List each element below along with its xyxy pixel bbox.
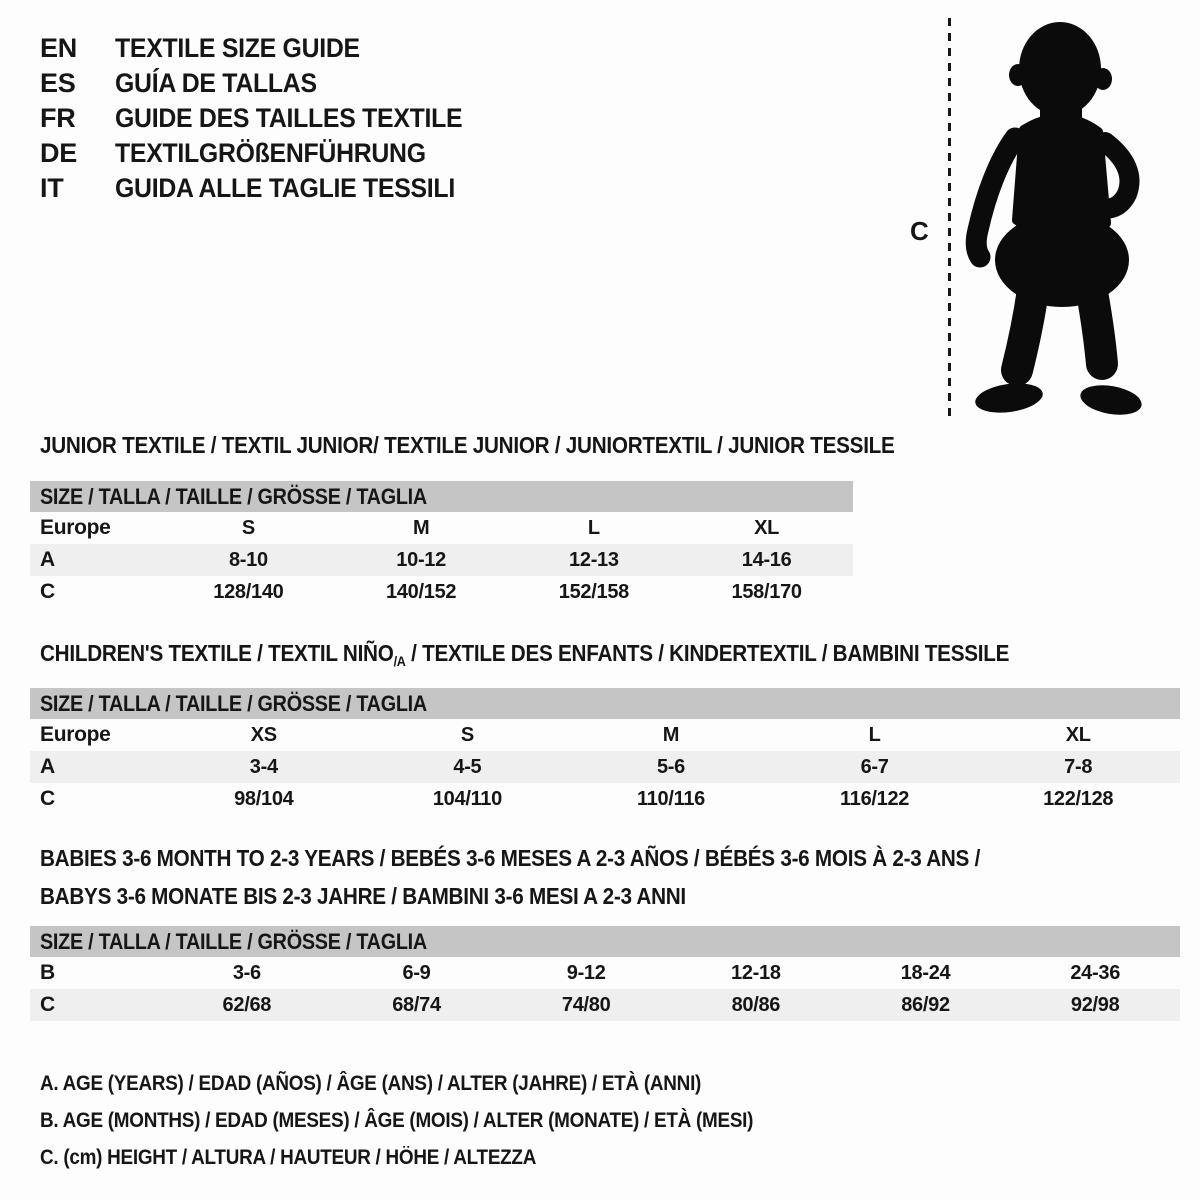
table-cell: 6-9	[402, 962, 431, 984]
table-row-europe	[30, 719, 1180, 751]
table-cell: 74/80	[561, 994, 611, 1016]
table-cell: XL	[1065, 724, 1091, 746]
section-title-babies-line2: BABYS 3-6 MONATE BIS 2-3 JAHRE / BAMBINI 3-6 MESI A 2-3 ANNI	[40, 883, 686, 909]
lang-code: DE	[40, 138, 77, 168]
guide-title-es: GUÍA DE TALLAS	[115, 68, 317, 98]
table-cell: C	[40, 787, 55, 810]
table-cell: 4-5	[453, 756, 482, 778]
table-cell: 128/140	[213, 581, 284, 603]
table-row-height	[30, 783, 1180, 815]
lang-row-es	[40, 66, 493, 101]
table-row-age	[30, 751, 1180, 783]
table-row-height	[30, 989, 1180, 1021]
height-measure-label: C	[910, 216, 929, 246]
table-cell: A	[40, 548, 55, 571]
table-cell: 152/158	[558, 581, 629, 603]
guide-title-fr: GUIDE DES TAILLES TEXTILE	[115, 103, 463, 133]
table-cell: L	[868, 724, 881, 746]
toddler-silhouette-icon	[961, 8, 1151, 418]
lang-row-de	[40, 136, 493, 171]
size-header-bar: SIZE / TALLA / TAILLE / GRÖSSE / TAGLIA	[30, 926, 1180, 957]
table-cell: S	[460, 724, 474, 746]
guide-title-de: TEXTILGRÖßENFÜHRUNG	[115, 138, 426, 168]
section-title-babies-line1: BABIES 3-6 MONTH TO 2-3 YEARS / BEBÉS 3-6 MESES A 2-3 AÑOS / BÉBÉS 3-6 MOIS À 2-3 ANS /	[40, 845, 981, 871]
table-row-age	[30, 544, 853, 576]
table-cell: M	[662, 724, 680, 746]
table-cell: 7-8	[1064, 756, 1093, 778]
lang-code: EN	[40, 33, 77, 63]
table-row-europe	[30, 512, 853, 544]
junior-size-table	[30, 481, 853, 608]
lang-code: FR	[40, 103, 76, 133]
size-header-bar: SIZE / TALLA / TAILLE / GRÖSSE / TAGLIA	[30, 481, 853, 512]
table-cell: 80/86	[731, 994, 781, 1016]
table-cell: B	[40, 961, 55, 984]
legend-height-cm: C. (cm) HEIGHT / ALTURA / HAUTEUR / HÖHE / ALTEZZA	[40, 1146, 537, 1169]
table-cell: 110/116	[636, 788, 705, 810]
table-cell: L	[587, 517, 600, 539]
table-cell: C	[40, 580, 55, 603]
table-cell: C	[40, 993, 55, 1016]
table-cell: 5-6	[656, 756, 685, 778]
babies-size-table	[30, 926, 1180, 1021]
table-cell: 14-16	[741, 549, 792, 571]
language-title-block	[40, 31, 493, 206]
table-cell: 140/152	[386, 581, 457, 603]
size-header-bar: SIZE / TALLA / TAILLE / GRÖSSE / TAGLIA	[30, 688, 1180, 719]
table-cell: 12-18	[731, 962, 781, 984]
table-cell: 116/122	[840, 788, 910, 810]
table-cell: A	[40, 755, 55, 778]
table-cell: 6-7	[860, 756, 889, 778]
lang-code: ES	[40, 68, 76, 98]
section-title-children: CHILDREN'S TEXTILE / TEXTIL $NIÑO_{/A}$ / TEXTILE DES ENFANTS / KINDERTEXTIL / BAMBINI TESSILE	[40, 640, 1010, 669]
table-row-months	[30, 957, 1180, 989]
guide-title-en: TEXTILE SIZE GUIDE	[115, 33, 360, 63]
height-dashed-line	[948, 18, 951, 417]
table-cell: 10-12	[396, 549, 446, 571]
table-cell: 18-24	[900, 962, 951, 984]
table-cell: M	[412, 517, 430, 539]
table-cell: 62/68	[222, 994, 272, 1016]
table-cell: 3-4	[249, 756, 278, 778]
table-cell: S	[241, 517, 255, 539]
table-cell: XL	[754, 517, 780, 539]
table-cell: Europe	[40, 516, 111, 539]
table-cell: 24-36	[1070, 962, 1121, 984]
table-cell: 12-13	[569, 549, 619, 571]
table-cell: 9-12	[566, 962, 606, 984]
lang-row-it	[40, 171, 493, 206]
legend-age-years: A. AGE (YEARS) / EDAD (AÑOS) / ÂGE (ANS) / ALTER (JAHRE) / ETÀ (ANNI)	[40, 1072, 702, 1095]
children-size-table	[30, 688, 1180, 815]
section-title-junior: JUNIOR TEXTILE / TEXTIL JUNIOR/ TEXTILE JUNIOR / JUNIORTEXTIL / JUNIOR TESSILE	[40, 432, 895, 458]
table-cell: 8-10	[228, 549, 268, 571]
table-cell: 68/74	[392, 994, 441, 1016]
lang-code: IT	[40, 173, 64, 203]
table-cell: XS	[250, 724, 277, 746]
table-cell: 92/98	[1070, 994, 1120, 1016]
table-row-height	[30, 576, 853, 608]
lang-row-en	[40, 31, 493, 66]
table-cell: 158/170	[731, 581, 802, 603]
table-cell: 86/92	[901, 994, 950, 1016]
table-cell: Europe	[40, 723, 111, 746]
table-cell: 3-6	[232, 962, 261, 984]
table-cell: 122/128	[1043, 788, 1114, 810]
guide-title-it: GUIDA ALLE TAGLIE TESSILI	[115, 173, 455, 203]
lang-row-fr	[40, 101, 493, 136]
table-cell: 98/104	[234, 788, 294, 810]
legend-age-months: B. AGE (MONTHS) / EDAD (MESES) / ÂGE (MOIS) / ALTER (MONATE) / ETÀ (MESI)	[40, 1109, 754, 1132]
title-subscript: /A	[393, 653, 406, 669]
table-cell: 104/110	[432, 788, 502, 810]
